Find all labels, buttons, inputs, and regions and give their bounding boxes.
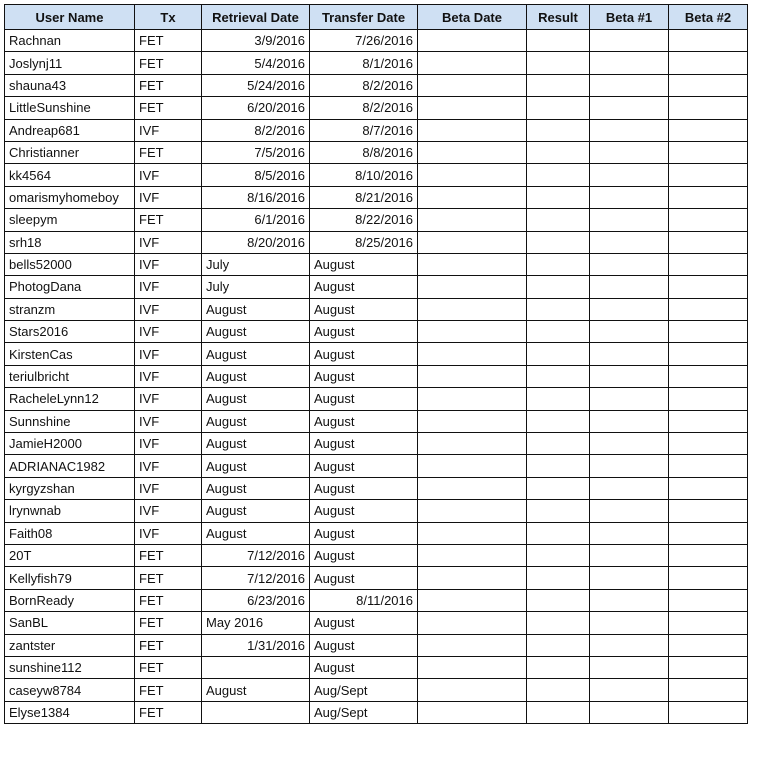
cell-retrieval-date[interactable]: July [202, 276, 310, 298]
table-row [5, 477, 748, 499]
cell-beta-2[interactable] [669, 701, 748, 723]
table-row [5, 97, 748, 119]
cell-beta-date[interactable] [418, 276, 527, 298]
cell-result[interactable] [527, 612, 590, 634]
cell-tx[interactable]: FET [135, 209, 202, 231]
cell-transfer-date[interactable]: August [310, 567, 418, 589]
cell-tx[interactable]: FET [135, 74, 202, 96]
cell-beta-date[interactable] [418, 656, 527, 678]
cell-result[interactable] [527, 276, 590, 298]
cell-beta-date[interactable] [418, 522, 527, 544]
cell-transfer-date[interactable]: 8/25/2016 [310, 231, 418, 253]
table-row [5, 365, 748, 387]
cell-retrieval-date[interactable]: 5/4/2016 [202, 52, 310, 74]
table-row [5, 634, 748, 656]
cell-tx[interactable]: IVF [135, 164, 202, 186]
cell-beta-date[interactable] [418, 97, 527, 119]
cell-user-name[interactable]: JamieH2000 [5, 433, 135, 455]
cell-result[interactable] [527, 701, 590, 723]
cell-tx[interactable]: IVF [135, 522, 202, 544]
cell-user-name[interactable]: sunshine112 [5, 656, 135, 678]
cell-transfer-date[interactable]: August [310, 500, 418, 522]
cell-tx[interactable]: FET [135, 52, 202, 74]
cell-user-name[interactable]: srh18 [5, 231, 135, 253]
cell-beta-1[interactable] [590, 343, 669, 365]
cell-beta-date[interactable] [418, 388, 527, 410]
cell-result[interactable] [527, 656, 590, 678]
cell-beta-2[interactable] [669, 544, 748, 566]
cell-tx[interactable]: IVF [135, 298, 202, 320]
table-row [5, 388, 748, 410]
table-row [5, 164, 748, 186]
cell-beta-2[interactable] [669, 634, 748, 656]
cell-beta-2[interactable] [669, 253, 748, 275]
cell-beta-2[interactable] [669, 30, 748, 52]
table-row [5, 544, 748, 566]
cell-beta-1[interactable] [590, 500, 669, 522]
cell-tx[interactable]: IVF [135, 119, 202, 141]
cell-tx[interactable]: FET [135, 30, 202, 52]
cell-result[interactable] [527, 74, 590, 96]
cell-result[interactable] [527, 141, 590, 163]
cell-beta-1[interactable] [590, 30, 669, 52]
cell-tx[interactable]: FET [135, 97, 202, 119]
cell-user-name[interactable]: stranzm [5, 298, 135, 320]
cell-retrieval-date[interactable]: August [202, 321, 310, 343]
table-row [5, 612, 748, 634]
cell-retrieval-date[interactable]: 8/5/2016 [202, 164, 310, 186]
cell-beta-1[interactable] [590, 544, 669, 566]
cell-beta-2[interactable] [669, 74, 748, 96]
cell-beta-date[interactable] [418, 321, 527, 343]
cell-tx[interactable]: FET [135, 544, 202, 566]
cell-result[interactable] [527, 231, 590, 253]
cell-beta-date[interactable] [418, 612, 527, 634]
cell-result[interactable] [527, 679, 590, 701]
cell-tx[interactable]: IVF [135, 410, 202, 432]
cell-retrieval-date[interactable]: August [202, 522, 310, 544]
cell-beta-2[interactable] [669, 164, 748, 186]
cell-transfer-date[interactable]: 8/8/2016 [310, 141, 418, 163]
cell-beta-2[interactable] [669, 455, 748, 477]
cell-retrieval-date[interactable]: 6/20/2016 [202, 97, 310, 119]
cell-retrieval-date[interactable]: August [202, 410, 310, 432]
cell-beta-1[interactable] [590, 52, 669, 74]
table-row [5, 567, 748, 589]
cell-retrieval-date[interactable]: 6/1/2016 [202, 209, 310, 231]
cell-beta-1[interactable] [590, 298, 669, 320]
cell-transfer-date[interactable]: August [310, 276, 418, 298]
table-row [5, 589, 748, 611]
cell-retrieval-date[interactable]: 8/2/2016 [202, 119, 310, 141]
cell-tx[interactable]: IVF [135, 276, 202, 298]
table-row [5, 656, 748, 678]
cell-beta-date[interactable] [418, 253, 527, 275]
cell-beta-1[interactable] [590, 141, 669, 163]
cell-user-name[interactable]: Faith08 [5, 522, 135, 544]
cell-transfer-date[interactable]: August [310, 298, 418, 320]
table-row [5, 321, 748, 343]
cell-tx[interactable]: IVF [135, 388, 202, 410]
table-row [5, 343, 748, 365]
table-body [5, 30, 748, 724]
cell-beta-date[interactable] [418, 186, 527, 208]
cell-beta-date[interactable] [418, 433, 527, 455]
header-beta-1[interactable]: Beta #1 [590, 5, 669, 30]
cell-beta-2[interactable] [669, 388, 748, 410]
cell-result[interactable] [527, 298, 590, 320]
cell-beta-2[interactable] [669, 52, 748, 74]
cell-tx[interactable]: IVF [135, 455, 202, 477]
cell-user-name[interactable]: teriulbricht [5, 365, 135, 387]
cell-result[interactable] [527, 30, 590, 52]
cell-beta-2[interactable] [669, 365, 748, 387]
cell-result[interactable] [527, 544, 590, 566]
cell-beta-date[interactable] [418, 455, 527, 477]
cell-tx[interactable]: IVF [135, 231, 202, 253]
cell-user-name[interactable]: PhotogDana [5, 276, 135, 298]
cell-user-name[interactable]: Sunnshine [5, 410, 135, 432]
cell-retrieval-date[interactable]: 8/20/2016 [202, 231, 310, 253]
cell-user-name[interactable]: Rachnan [5, 30, 135, 52]
cell-transfer-date[interactable]: August [310, 522, 418, 544]
header-beta-date[interactable]: Beta Date [418, 5, 527, 30]
cell-tx[interactable]: FET [135, 656, 202, 678]
table-row [5, 701, 748, 723]
cell-user-name[interactable]: zantster [5, 634, 135, 656]
cell-result[interactable] [527, 388, 590, 410]
cell-retrieval-date[interactable]: August [202, 679, 310, 701]
cell-transfer-date[interactable]: 8/7/2016 [310, 119, 418, 141]
cell-beta-1[interactable] [590, 74, 669, 96]
table-row [5, 231, 748, 253]
cell-beta-2[interactable] [669, 209, 748, 231]
cell-beta-1[interactable] [590, 97, 669, 119]
cell-beta-date[interactable] [418, 544, 527, 566]
cell-retrieval-date[interactable] [202, 656, 310, 678]
cell-beta-1[interactable] [590, 321, 669, 343]
cell-user-name[interactable]: sleepym [5, 209, 135, 231]
cell-transfer-date[interactable]: August [310, 634, 418, 656]
cell-user-name[interactable]: shauna43 [5, 74, 135, 96]
cell-result[interactable] [527, 164, 590, 186]
cell-beta-date[interactable] [418, 634, 527, 656]
cell-user-name[interactable]: BornReady [5, 589, 135, 611]
cell-retrieval-date[interactable]: 3/9/2016 [202, 30, 310, 52]
cell-retrieval-date[interactable]: August [202, 455, 310, 477]
header-user-name[interactable]: User Name [5, 5, 135, 30]
cell-result[interactable] [527, 209, 590, 231]
cell-beta-2[interactable] [669, 231, 748, 253]
cell-transfer-date[interactable]: August [310, 544, 418, 566]
cell-beta-2[interactable] [669, 589, 748, 611]
cell-beta-1[interactable] [590, 589, 669, 611]
cell-user-name[interactable]: Kellyfish79 [5, 567, 135, 589]
cell-beta-date[interactable] [418, 164, 527, 186]
cell-beta-1[interactable] [590, 119, 669, 141]
cell-tx[interactable]: IVF [135, 500, 202, 522]
cell-result[interactable] [527, 97, 590, 119]
header-beta-2[interactable]: Beta #2 [669, 5, 748, 30]
cell-user-name[interactable]: LittleSunshine [5, 97, 135, 119]
cell-beta-2[interactable] [669, 298, 748, 320]
cell-tx[interactable]: IVF [135, 477, 202, 499]
cell-beta-2[interactable] [669, 410, 748, 432]
cell-beta-2[interactable] [669, 141, 748, 163]
cell-transfer-date[interactable]: August [310, 455, 418, 477]
cell-transfer-date[interactable]: August [310, 388, 418, 410]
cell-user-name[interactable]: RacheleLynn12 [5, 388, 135, 410]
cell-tx[interactable]: IVF [135, 321, 202, 343]
table-row [5, 209, 748, 231]
cell-transfer-date[interactable]: August [310, 477, 418, 499]
cell-beta-date[interactable] [418, 30, 527, 52]
cell-beta-2[interactable] [669, 433, 748, 455]
cell-retrieval-date[interactable]: August [202, 388, 310, 410]
cell-beta-date[interactable] [418, 701, 527, 723]
cell-result[interactable] [527, 321, 590, 343]
header-row [5, 5, 748, 30]
cell-retrieval-date[interactable]: 6/23/2016 [202, 589, 310, 611]
cell-beta-1[interactable] [590, 276, 669, 298]
cell-beta-1[interactable] [590, 634, 669, 656]
cell-transfer-date[interactable]: August [310, 321, 418, 343]
cell-user-name[interactable]: 20T [5, 544, 135, 566]
cell-retrieval-date[interactable]: 1/31/2016 [202, 634, 310, 656]
table-row [5, 522, 748, 544]
cell-tx[interactable]: IVF [135, 186, 202, 208]
cell-tx[interactable]: FET [135, 612, 202, 634]
cell-retrieval-date[interactable]: July [202, 253, 310, 275]
cell-beta-1[interactable] [590, 388, 669, 410]
cell-beta-date[interactable] [418, 343, 527, 365]
cell-result[interactable] [527, 477, 590, 499]
cell-beta-1[interactable] [590, 365, 669, 387]
cell-result[interactable] [527, 186, 590, 208]
cell-user-name[interactable]: SanBL [5, 612, 135, 634]
cell-retrieval-date[interactable]: 5/24/2016 [202, 74, 310, 96]
table-row [5, 186, 748, 208]
table-row [5, 141, 748, 163]
cell-beta-1[interactable] [590, 209, 669, 231]
cell-result[interactable] [527, 522, 590, 544]
cell-tx[interactable]: FET [135, 701, 202, 723]
cell-transfer-date[interactable]: August [310, 253, 418, 275]
cell-user-name[interactable]: KirstenCas [5, 343, 135, 365]
cell-beta-date[interactable] [418, 679, 527, 701]
cell-transfer-date[interactable]: August [310, 612, 418, 634]
cell-result[interactable] [527, 634, 590, 656]
cell-result[interactable] [527, 343, 590, 365]
cell-user-name[interactable]: Elyse1384 [5, 701, 135, 723]
cell-tx[interactable]: IVF [135, 343, 202, 365]
cell-beta-date[interactable] [418, 209, 527, 231]
cell-tx[interactable]: FET [135, 567, 202, 589]
cell-beta-1[interactable] [590, 477, 669, 499]
cell-user-name[interactable]: omarismyhomeboy [5, 186, 135, 208]
cell-beta-1[interactable] [590, 186, 669, 208]
cell-beta-date[interactable] [418, 298, 527, 320]
cell-beta-2[interactable] [669, 321, 748, 343]
cell-transfer-date[interactable]: 8/10/2016 [310, 164, 418, 186]
cell-transfer-date[interactable]: 8/21/2016 [310, 186, 418, 208]
cell-beta-2[interactable] [669, 97, 748, 119]
table-row [5, 30, 748, 52]
cell-transfer-date[interactable]: 8/1/2016 [310, 52, 418, 74]
cell-beta-date[interactable] [418, 365, 527, 387]
cell-beta-1[interactable] [590, 656, 669, 678]
cell-beta-date[interactable] [418, 141, 527, 163]
table-row [5, 679, 748, 701]
cell-retrieval-date[interactable]: 7/5/2016 [202, 141, 310, 163]
cell-tx[interactable]: FET [135, 634, 202, 656]
cell-retrieval-date[interactable]: 7/12/2016 [202, 567, 310, 589]
cell-retrieval-date[interactable]: 8/16/2016 [202, 186, 310, 208]
cell-retrieval-date[interactable]: August [202, 477, 310, 499]
cell-result[interactable] [527, 567, 590, 589]
cell-tx[interactable]: FET [135, 141, 202, 163]
cell-transfer-date[interactable]: August [310, 656, 418, 678]
cell-transfer-date[interactable]: 8/11/2016 [310, 589, 418, 611]
table-row [5, 455, 748, 477]
cell-beta-1[interactable] [590, 679, 669, 701]
cell-beta-date[interactable] [418, 74, 527, 96]
cell-beta-2[interactable] [669, 679, 748, 701]
cell-tx[interactable]: FET [135, 679, 202, 701]
cell-transfer-date[interactable]: August [310, 365, 418, 387]
cell-result[interactable] [527, 410, 590, 432]
cell-beta-date[interactable] [418, 477, 527, 499]
cell-beta-2[interactable] [669, 477, 748, 499]
cell-user-name[interactable]: Joslynj11 [5, 52, 135, 74]
table-row [5, 276, 748, 298]
cell-beta-1[interactable] [590, 455, 669, 477]
cell-retrieval-date[interactable] [202, 701, 310, 723]
cell-beta-1[interactable] [590, 567, 669, 589]
cell-beta-2[interactable] [669, 276, 748, 298]
header-transfer-date[interactable]: Transfer Date [310, 5, 418, 30]
table-row [5, 52, 748, 74]
cell-beta-date[interactable] [418, 52, 527, 74]
cell-tx[interactable]: IVF [135, 253, 202, 275]
cell-result[interactable] [527, 253, 590, 275]
cell-user-name[interactable]: ADRIANAC1982 [5, 455, 135, 477]
cell-transfer-date[interactable]: Aug/Sept [310, 679, 418, 701]
cell-beta-date[interactable] [418, 589, 527, 611]
cell-retrieval-date[interactable]: August [202, 500, 310, 522]
cell-user-name[interactable]: Andreap681 [5, 119, 135, 141]
cell-beta-2[interactable] [669, 656, 748, 678]
cell-beta-date[interactable] [418, 410, 527, 432]
cell-user-name[interactable]: kk4564 [5, 164, 135, 186]
cell-beta-1[interactable] [590, 410, 669, 432]
cell-beta-2[interactable] [669, 522, 748, 544]
cell-retrieval-date[interactable]: August [202, 298, 310, 320]
cell-retrieval-date[interactable]: May 2016 [202, 612, 310, 634]
table-row [5, 433, 748, 455]
cell-retrieval-date[interactable]: August [202, 365, 310, 387]
cell-result[interactable] [527, 433, 590, 455]
cell-beta-2[interactable] [669, 567, 748, 589]
cell-beta-1[interactable] [590, 253, 669, 275]
cell-beta-1[interactable] [590, 522, 669, 544]
cell-user-name[interactable]: caseyw8784 [5, 679, 135, 701]
cell-transfer-date[interactable]: 8/2/2016 [310, 74, 418, 96]
spreadsheet-table [4, 4, 748, 724]
cell-transfer-date[interactable]: August [310, 410, 418, 432]
cell-transfer-date[interactable]: August [310, 343, 418, 365]
header-retrieval-date[interactable]: Retrieval Date [202, 5, 310, 30]
cell-beta-2[interactable] [669, 119, 748, 141]
cell-transfer-date[interactable]: Aug/Sept [310, 701, 418, 723]
cell-beta-2[interactable] [669, 612, 748, 634]
cell-transfer-date[interactable]: 8/22/2016 [310, 209, 418, 231]
cell-result[interactable] [527, 589, 590, 611]
cell-beta-2[interactable] [669, 186, 748, 208]
cell-user-name[interactable]: lrynwnab [5, 500, 135, 522]
table-row [5, 119, 748, 141]
cell-transfer-date[interactable]: 8/2/2016 [310, 97, 418, 119]
cell-beta-2[interactable] [669, 500, 748, 522]
cell-result[interactable] [527, 455, 590, 477]
cell-user-name[interactable]: bells52000 [5, 253, 135, 275]
table-row [5, 410, 748, 432]
cell-beta-1[interactable] [590, 701, 669, 723]
cell-retrieval-date[interactable]: August [202, 433, 310, 455]
cell-user-name[interactable]: Christianner [5, 141, 135, 163]
cell-beta-1[interactable] [590, 164, 669, 186]
cell-beta-1[interactable] [590, 433, 669, 455]
header-tx[interactable]: Tx [135, 5, 202, 30]
header-result[interactable]: Result [527, 5, 590, 30]
cell-transfer-date[interactable]: August [310, 433, 418, 455]
table-row [5, 298, 748, 320]
cell-beta-date[interactable] [418, 119, 527, 141]
cell-beta-1[interactable] [590, 231, 669, 253]
cell-retrieval-date[interactable]: August [202, 343, 310, 365]
table-row [5, 253, 748, 275]
cell-result[interactable] [527, 365, 590, 387]
cell-user-name[interactable]: kyrgyzshan [5, 477, 135, 499]
cell-beta-date[interactable] [418, 567, 527, 589]
cell-retrieval-date[interactable]: 7/12/2016 [202, 544, 310, 566]
cell-tx[interactable]: IVF [135, 433, 202, 455]
cell-beta-1[interactable] [590, 612, 669, 634]
cell-tx[interactable]: FET [135, 589, 202, 611]
cell-user-name[interactable]: Stars2016 [5, 321, 135, 343]
table-row [5, 500, 748, 522]
cell-result[interactable] [527, 500, 590, 522]
cell-tx[interactable]: IVF [135, 365, 202, 387]
cell-result[interactable] [527, 119, 590, 141]
cell-beta-2[interactable] [669, 343, 748, 365]
cell-beta-date[interactable] [418, 500, 527, 522]
table-row [5, 74, 748, 96]
cell-transfer-date[interactable]: 7/26/2016 [310, 30, 418, 52]
cell-beta-date[interactable] [418, 231, 527, 253]
cell-result[interactable] [527, 52, 590, 74]
